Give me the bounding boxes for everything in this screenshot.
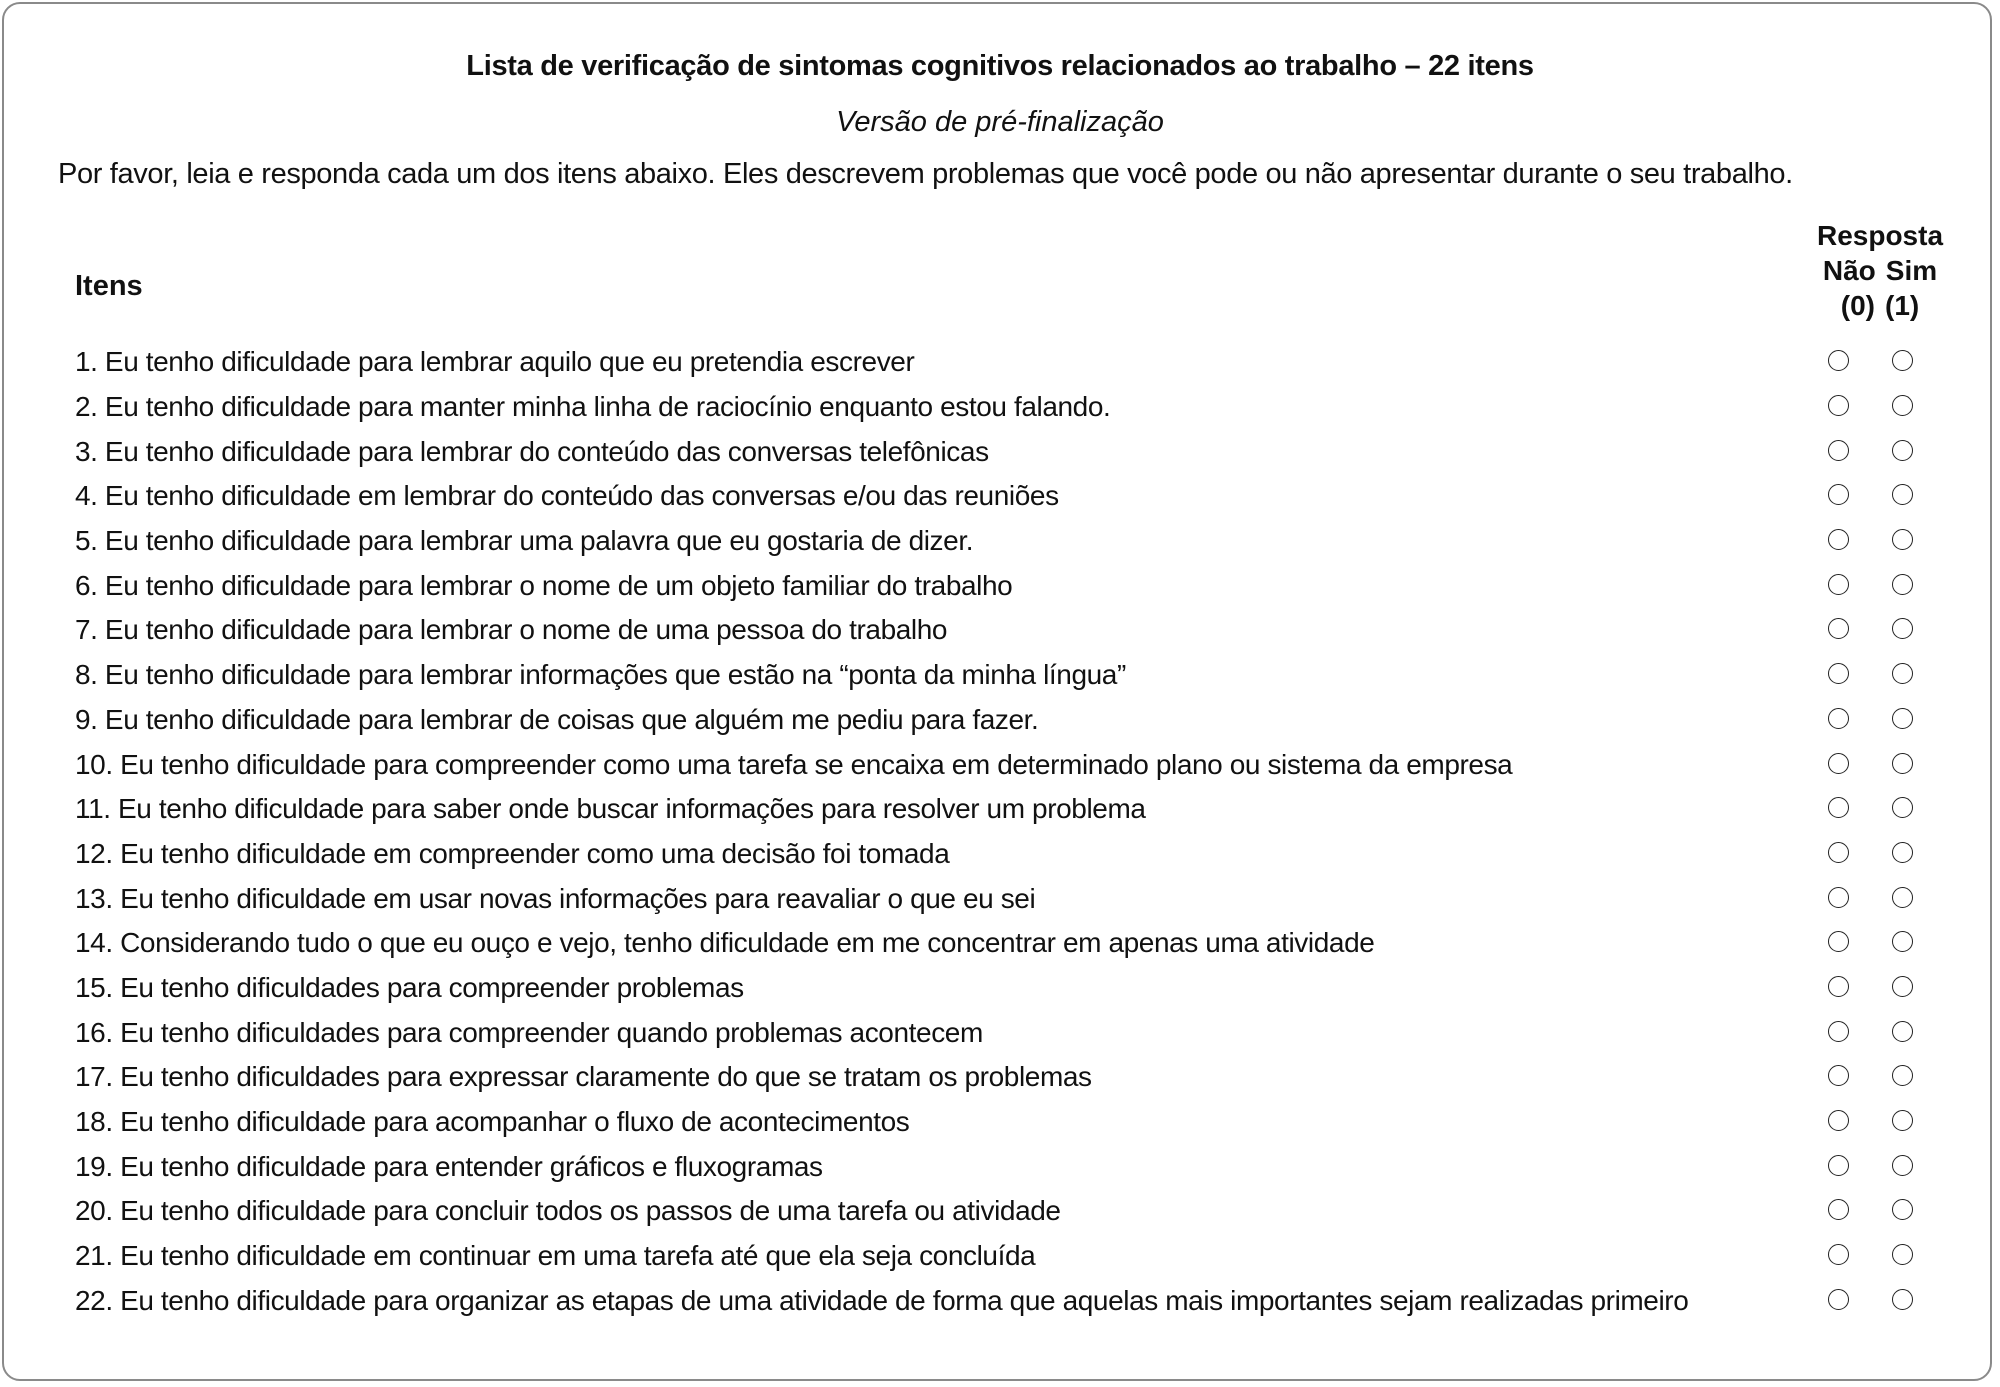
item-row: [75, 1010, 1955, 1055]
radio-sim[interactable]: [1892, 618, 1913, 639]
item-row: [75, 1055, 1955, 1100]
item-row: [75, 1278, 1955, 1323]
radio-sim[interactable]: [1892, 1021, 1913, 1042]
radio-sim[interactable]: [1892, 797, 1913, 818]
item-row: [75, 563, 1955, 608]
item-text: 12. Eu tenho dificuldade em compreender como uma decisão foi tomada: [75, 837, 950, 869]
item-row: [75, 742, 1955, 787]
radio-nao[interactable]: [1828, 753, 1849, 774]
radio-nao[interactable]: [1828, 484, 1849, 505]
radio-sim[interactable]: [1892, 574, 1913, 595]
item-row: [75, 1100, 1955, 1145]
radio-sim[interactable]: [1892, 708, 1913, 729]
radio-nao[interactable]: [1828, 976, 1849, 997]
radio-nao[interactable]: [1828, 1021, 1849, 1042]
item-text: 1. Eu tenho dificuldade para lembrar aquilo que eu pretendia escrever: [75, 346, 915, 378]
item-text: 11. Eu tenho dificuldade para saber onde buscar informações para resolver um problema: [75, 793, 1146, 825]
radio-nao[interactable]: [1828, 440, 1849, 461]
instructions-text: Por favor, leia e responda cada um dos itens abaixo. Eles descrevem problemas que você pode ou não apresentar durante o seu trabalho.: [58, 158, 1793, 190]
radio-nao[interactable]: [1828, 708, 1849, 729]
item-text: 3. Eu tenho dificuldade para lembrar do conteúdo das conversas telefônicas: [75, 435, 989, 467]
radio-nao[interactable]: [1828, 395, 1849, 416]
item-text: 4. Eu tenho dificuldade em lembrar do conteúdo das conversas e/ou das reuniões: [75, 480, 1059, 512]
radio-nao[interactable]: [1828, 1155, 1849, 1176]
response-option-values: [1800, 288, 1960, 323]
item-row: [75, 653, 1955, 698]
item-row: [75, 429, 1955, 474]
radio-sim[interactable]: [1892, 931, 1913, 952]
item-text: 18. Eu tenho dificuldade para acompanhar o fluxo de acontecimentos: [75, 1106, 910, 1138]
item-text: 6. Eu tenho dificuldade para lembrar o nome de um objeto familiar do trabalho: [75, 569, 1013, 601]
item-row: [75, 1234, 1955, 1279]
radio-nao[interactable]: [1828, 529, 1849, 550]
item-row: [75, 1189, 1955, 1234]
item-text: 7. Eu tenho dificuldade para lembrar o nome de uma pessoa do trabalho: [75, 614, 948, 646]
radio-sim[interactable]: [1892, 484, 1913, 505]
radio-sim[interactable]: [1892, 1110, 1913, 1131]
item-text: 19. Eu tenho dificuldade para entender gráficos e fluxogramas: [75, 1150, 823, 1182]
item-text: 17. Eu tenho dificuldades para expressar claramente do que se tratam os problemas: [75, 1061, 1092, 1093]
radio-sim[interactable]: [1892, 350, 1913, 371]
option-sim-value: (1): [1885, 290, 1920, 321]
item-text: 16. Eu tenho dificuldades para compreender quando problemas acontecem: [75, 1016, 983, 1048]
item-row: [75, 340, 1955, 385]
document-title: Lista de verificação de sintomas cognitivos relacionados ao trabalho – 22 itens: [466, 50, 1534, 82]
item-text: 8. Eu tenho dificuldade para lembrar informações que estão na “ponta da minha língua”: [75, 659, 1126, 691]
radio-nao[interactable]: [1828, 618, 1849, 639]
radio-nao[interactable]: [1828, 574, 1849, 595]
item-row: [75, 1144, 1955, 1189]
radio-sim[interactable]: [1892, 529, 1913, 550]
response-column-header: [1800, 218, 1960, 323]
item-row: [75, 608, 1955, 653]
item-text: 21. Eu tenho dificuldade em continuar em uma tarefa até que ela seja concluída: [75, 1240, 1036, 1272]
response-option-labels: [1800, 253, 1960, 288]
radio-sim[interactable]: [1892, 440, 1913, 461]
radio-nao[interactable]: [1828, 887, 1849, 908]
radio-sim[interactable]: [1892, 1155, 1913, 1176]
radio-sim[interactable]: [1892, 842, 1913, 863]
radio-sim[interactable]: [1892, 976, 1913, 997]
radio-sim[interactable]: [1892, 1289, 1913, 1310]
item-row: [75, 787, 1955, 832]
item-row: [75, 698, 1955, 743]
radio-sim[interactable]: [1892, 1065, 1913, 1086]
response-header-label: Resposta: [1816, 220, 1944, 251]
item-list: [75, 340, 1955, 1323]
item-row: [75, 966, 1955, 1011]
radio-sim[interactable]: [1892, 887, 1913, 908]
radio-sim[interactable]: [1892, 1199, 1913, 1220]
document-subtitle: Versão de pré-finalização: [836, 106, 1164, 138]
radio-sim[interactable]: [1892, 395, 1913, 416]
items-column-header: Itens: [75, 270, 143, 302]
item-row: [75, 832, 1955, 877]
radio-nao[interactable]: [1828, 1244, 1849, 1265]
radio-nao[interactable]: [1828, 1065, 1849, 1086]
radio-nao[interactable]: [1828, 350, 1849, 371]
item-row: [75, 921, 1955, 966]
radio-nao[interactable]: [1828, 1110, 1849, 1131]
item-text: 13. Eu tenho dificuldade em usar novas informações para reavaliar o que eu sei: [75, 882, 1036, 914]
item-text: 20. Eu tenho dificuldade para concluir todos os passos de uma tarefa ou atividade: [75, 1195, 1061, 1227]
item-text: 5. Eu tenho dificuldade para lembrar uma palavra que eu gostaria de dizer.: [75, 525, 974, 557]
item-row: [75, 519, 1955, 564]
item-row: [75, 474, 1955, 519]
item-row: [75, 876, 1955, 921]
radio-nao[interactable]: [1828, 1199, 1849, 1220]
radio-sim[interactable]: [1892, 1244, 1913, 1265]
option-nao-label: Não: [1822, 255, 1876, 286]
item-row: [75, 385, 1955, 430]
item-text: 22. Eu tenho dificuldade para organizar as etapas de uma atividade de forma que aquelas mais importantes sejam realizadas primeiro: [75, 1284, 1689, 1316]
radio-nao[interactable]: [1828, 1289, 1849, 1310]
radio-nao[interactable]: [1828, 663, 1849, 684]
radio-sim[interactable]: [1892, 753, 1913, 774]
radio-sim[interactable]: [1892, 663, 1913, 684]
item-text: 2. Eu tenho dificuldade para manter minha linha de raciocínio enquanto estou falando.: [75, 391, 1111, 423]
item-text: 14. Considerando tudo o que eu ouço e vejo, tenho dificuldade em me concentrar em apenas uma atividade: [75, 927, 1375, 959]
item-text: 9. Eu tenho dificuldade para lembrar de coisas que alguém me pediu para fazer.: [75, 703, 1039, 735]
radio-nao[interactable]: [1828, 842, 1849, 863]
radio-nao[interactable]: [1828, 931, 1849, 952]
item-text: 15. Eu tenho dificuldades para compreender problemas: [75, 971, 744, 1003]
option-sim-label: Sim: [1885, 255, 1938, 286]
option-nao-value: (0): [1840, 290, 1875, 321]
radio-nao[interactable]: [1828, 797, 1849, 818]
item-text: 10. Eu tenho dificuldade para compreender como uma tarefa se encaixa em determinado plano ou sistema da empresa: [75, 748, 1513, 780]
